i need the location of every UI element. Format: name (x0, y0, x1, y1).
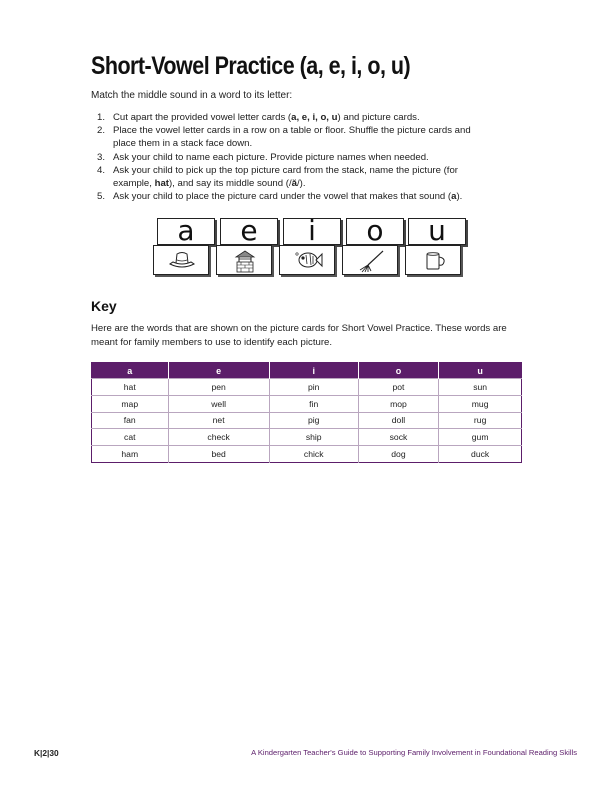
picture-card-well (216, 245, 272, 275)
fish-icon (294, 249, 324, 271)
table-cell: net (168, 412, 269, 429)
column-header: e (168, 363, 269, 379)
list-item: 4. Ask your child to pick up the top picture card from the stack, name the picture (for example, hat), and say its middle sound (/ă/). (97, 164, 459, 190)
hat-icon (168, 249, 196, 271)
mug-icon (420, 249, 448, 273)
table-cell: rug (439, 412, 522, 429)
table-cell: dog (358, 446, 439, 463)
page-number: K|2|30 (34, 748, 59, 758)
table-row (92, 429, 522, 446)
instruction-list (91, 111, 516, 203)
table-row (92, 379, 522, 396)
table-cell: chick (269, 446, 358, 463)
column-header: o (358, 363, 439, 379)
table-cell: bed (168, 446, 269, 463)
table-cell: fan (92, 412, 169, 429)
key-heading: Key (91, 298, 117, 314)
table-cell: mop (358, 395, 439, 412)
table-cell: pig (269, 412, 358, 429)
key-table (91, 362, 522, 463)
letter-card-i: i (283, 218, 341, 245)
table-cell: duck (439, 446, 522, 463)
table-cell: check (168, 429, 269, 446)
key-description: Here are the words that are shown on the picture cards for Short Vowel Practice. These words are meant for family members to use to identify each picture. (91, 323, 507, 348)
table-row (92, 446, 522, 463)
letter-card-u: u (408, 218, 466, 245)
table-cell: ham (92, 446, 169, 463)
footer-title: A Kindergarten Teacher's Guide to Supporting Family Involvement in Foundational Reading Skills (251, 748, 577, 757)
page-title: Short-Vowel Practice (a, e, i, o, u) (91, 52, 411, 80)
table-cell: pen (168, 379, 269, 396)
table-cell: hat (92, 379, 169, 396)
column-header: a (92, 363, 169, 379)
list-item: 3. Ask your child to name each picture. Provide picture names when needed. (97, 151, 429, 163)
table-cell: sun (439, 379, 522, 396)
table-cell: cat (92, 429, 169, 446)
table-cell: doll (358, 412, 439, 429)
picture-card-fish (279, 245, 335, 275)
mop-icon (357, 249, 387, 273)
column-header: u (439, 363, 522, 379)
list-item: 2. Place the vowel letter cards in a row on a table or floor. Shuffle the picture cards and place them in a stack face down. (97, 125, 471, 150)
table-cell: pin (269, 379, 358, 396)
table-cell: ship (269, 429, 358, 446)
table-row (92, 395, 522, 412)
table-header-row (92, 363, 522, 379)
table-cell: gum (439, 429, 522, 446)
intro-text: Match the middle sound in a word to its letter: (91, 90, 293, 101)
letter-card-a: a (157, 218, 215, 245)
table-cell: well (168, 395, 269, 412)
table-cell: mug (439, 395, 522, 412)
table-cell: fin (269, 395, 358, 412)
table-cell: pot (358, 379, 439, 396)
list-item: 1. Cut apart the provided vowel letter cards (a, e, i, o, u) and picture cards. (97, 112, 420, 123)
table-row (92, 412, 522, 429)
table-cell: map (92, 395, 169, 412)
list-item: 5. Ask your child to place the picture card under the vowel that makes that sound (a). (97, 191, 463, 203)
picture-card-hat (153, 245, 209, 275)
picture-card-mug (405, 245, 461, 275)
picture-card-mop (342, 245, 398, 275)
letter-card-o: o (346, 218, 404, 245)
letter-card-e: e (220, 218, 278, 245)
column-header: i (269, 363, 358, 379)
table-cell: sock (358, 429, 439, 446)
well-icon (231, 249, 259, 273)
